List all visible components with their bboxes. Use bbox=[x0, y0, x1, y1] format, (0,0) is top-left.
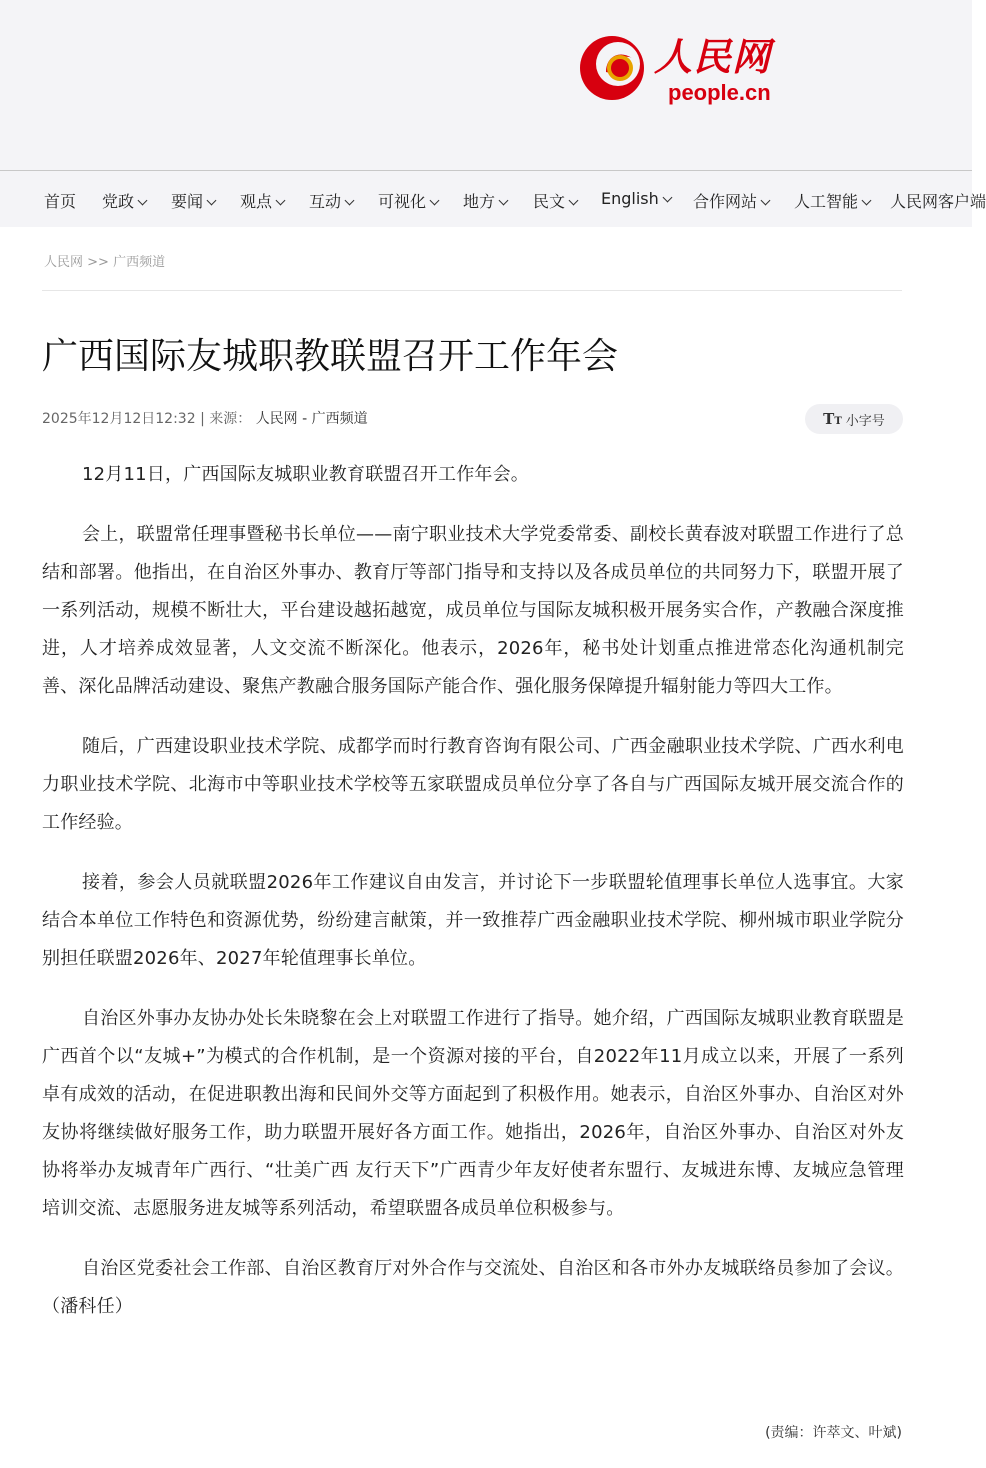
chevron-down-icon bbox=[569, 196, 579, 206]
nav-label: 观点 bbox=[240, 192, 273, 211]
nav-item-dangzheng[interactable] bbox=[102, 189, 146, 212]
logo-chinese-text: 人民网 bbox=[654, 34, 772, 79]
article-paragraph: 自治区党委社会工作部、自治区教育厅对外合作与交流处、自治区和各市外办友城联络员参加了会议。（潘科任） bbox=[42, 1258, 904, 1317]
nav-item-partner-sites[interactable] bbox=[693, 189, 769, 212]
nav-label: 互动 bbox=[309, 192, 342, 211]
article-body bbox=[42, 456, 904, 1348]
meta-separator: | bbox=[200, 411, 205, 427]
font-size-toggle-button[interactable] bbox=[805, 404, 903, 434]
source-link[interactable]: 人民网 - 广西频道 bbox=[255, 411, 368, 427]
nav-item-local[interactable] bbox=[463, 189, 507, 212]
header-banner bbox=[0, 0, 972, 171]
nav-label: 地方 bbox=[463, 192, 496, 211]
nav-item-client-app[interactable] bbox=[890, 189, 986, 212]
article-paragraph: 会上，联盟常任理事暨秘书长单位——南宁职业技术大学党委常委、副校长黄春波对联盟工作进行了总结和部署。他指出，在自治区外事办、教育厅等部门指导和支持以及各成员单位的共同努力下，联盟开展了一系列活动，规模不断壮大，平台建设越拓越宽，成员单位与国际友城积极开展务实合作，产教融合深度推进，人才培养成效显著，人文交流不断深化。他表示，2026年，秘书处计划重点推进常态化沟通机制完善、深化品牌活动建设、聚焦产教融合服务国际产能合作、强化服务保障提升辐射能力等四大工作。 bbox=[42, 524, 904, 697]
nav-item-english[interactable] bbox=[601, 189, 671, 208]
main-nav bbox=[0, 171, 986, 227]
nav-label: 人民网客户端 bbox=[890, 192, 986, 211]
editor-credit: (责编：许萃文、叶斌) bbox=[765, 1425, 902, 1441]
nav-label: 合作网站 bbox=[693, 192, 758, 211]
logo-emblem-icon bbox=[576, 28, 652, 104]
article-paragraph: 12月11日，广西国际友城职业教育联盟召开工作年会。 bbox=[82, 464, 530, 485]
nav-item-ai[interactable] bbox=[794, 189, 870, 212]
chevron-down-icon bbox=[499, 196, 509, 206]
source-label: 来源： bbox=[209, 411, 252, 427]
publish-datetime: 2025年12月12日12:32 bbox=[42, 411, 196, 427]
breadcrumb bbox=[44, 251, 165, 270]
article-title: 广西国际友城职教联盟召开工作年会 bbox=[42, 336, 619, 377]
divider bbox=[42, 290, 902, 291]
breadcrumb-section-link[interactable]: 广西频道 bbox=[113, 255, 166, 270]
chevron-down-icon bbox=[207, 196, 217, 206]
article-paragraph: 随后，广西建设职业技术学院、成都学而时行教育咨询有限公司、广西金融职业技术学院、广西水利电力职业技术学院、北海市中等职业技术学校等五家联盟成员单位分享了各自与广西国际友城开展交流合作的工作经验。 bbox=[42, 736, 904, 833]
chevron-down-icon bbox=[662, 193, 672, 203]
nav-item-home[interactable] bbox=[44, 189, 76, 212]
chevron-down-icon bbox=[862, 196, 872, 206]
chevron-down-icon bbox=[430, 196, 440, 206]
font-size-label: 小字号 bbox=[845, 413, 885, 429]
nav-item-guandian[interactable] bbox=[240, 189, 284, 212]
article-paragraph: 接着，参会人员就联盟2026年工作建议自由发言，并讨论下一步联盟轮值理事长单位人选事宜。大家结合本单位工作特色和资源优势，纷纷建言献策，并一致推荐广西金融职业技术学院、柳州城市职业学院分别担任联盟2026年、2027年轮值理事长单位。 bbox=[42, 872, 904, 969]
article-meta bbox=[42, 408, 368, 428]
nav-label: 人工智能 bbox=[794, 192, 859, 211]
chevron-down-icon bbox=[138, 196, 148, 206]
nav-item-yaowen[interactable] bbox=[171, 189, 215, 212]
chevron-down-icon bbox=[345, 196, 355, 206]
nav-label: 首页 bbox=[44, 192, 77, 211]
font-size-icon: TT bbox=[823, 410, 842, 428]
breadcrumb-separator: >> bbox=[87, 255, 109, 270]
article-paragraph: 自治区外事办友协办处长朱晓黎在会上对联盟工作进行了指导。她介绍，广西国际友城职业教育联盟是广西首个以“友城+”为模式的合作机制，是一个资源对接的平台，自2022年11月成立以来，开展了一系列卓有成效的活动，在促进职教出海和民间外交等方面起到了积极作用。她表示，自治区外事办、自治区对外友协将继续做好服务工作，助力联盟开展好各方面工作。她指出，2026年，自治区外事办、自治区对外友协将举办友城青年广西行、“壮美广西 友行天下”广西青少年友好使者东盟行、友城进东博、友城应急管理培训交流、志愿服务进友城等系列活动，希望联盟各成员单位积极参与。 bbox=[42, 1008, 904, 1219]
breadcrumb-home-link[interactable]: 人民网 bbox=[44, 255, 84, 270]
nav-item-visualization[interactable] bbox=[378, 189, 438, 212]
logo-english-text: people.cn bbox=[668, 80, 771, 105]
nav-label: 党政 bbox=[102, 192, 135, 211]
nav-item-minwen[interactable] bbox=[533, 189, 577, 212]
nav-label: English bbox=[601, 189, 659, 208]
people-cn-logo[interactable] bbox=[576, 26, 796, 110]
chevron-down-icon bbox=[761, 196, 771, 206]
nav-label: 可视化 bbox=[378, 192, 427, 211]
nav-label: 民文 bbox=[533, 192, 566, 211]
nav-label: 要闻 bbox=[171, 192, 204, 211]
chevron-down-icon bbox=[276, 196, 286, 206]
nav-item-hudong[interactable] bbox=[309, 189, 353, 212]
